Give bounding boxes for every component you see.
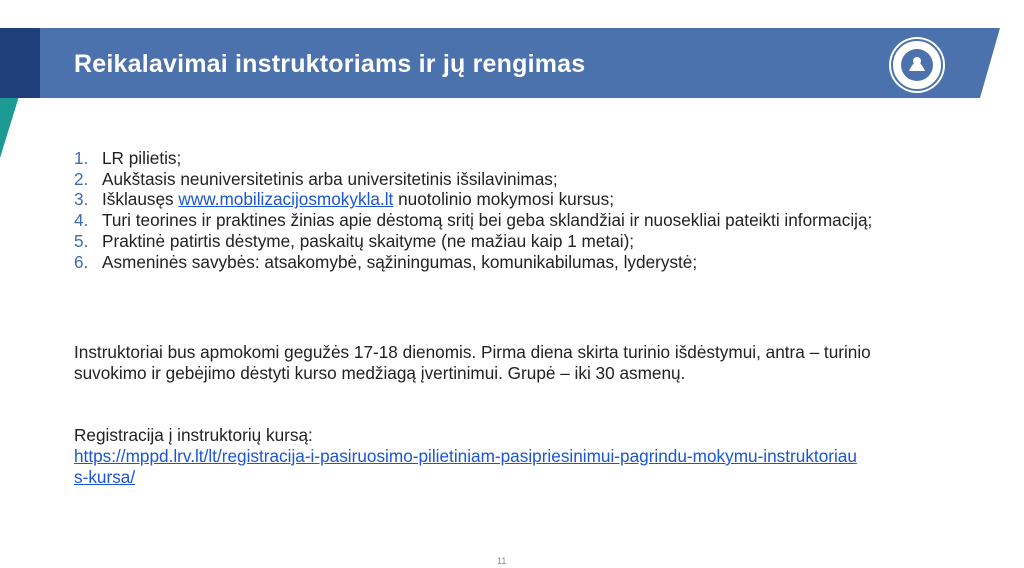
list-number: 5. [74, 230, 89, 251]
list-number: 1. [74, 148, 89, 168]
list-text-before: Išklausęs [102, 189, 179, 210]
list-text: Turi teorines ir praktines žinias apie dėstomą sritį bei geba sklandžiai ir nuosekliai pateikti informaciją; [102, 210, 873, 231]
list-number: 3. [74, 189, 89, 210]
registration-label: Registracija į instruktorių kursą: [74, 425, 313, 445]
list-number: 6. [74, 251, 89, 272]
list-number: 2. [74, 168, 89, 189]
list-number: 4. [74, 210, 89, 231]
list-item [74, 148, 894, 169]
list-text-after: nuotolinio mokymosi kursus; [393, 189, 614, 210]
list-item [74, 210, 894, 231]
mobilization-school-link[interactable]: www.mobilizacijosmokykla.lt [178, 189, 394, 210]
list-text [102, 189, 894, 210]
academy-seal-icon [887, 35, 947, 95]
list-text: Asmeninės savybės: atsakomybė, sąžiningumas, komunikabilumas, lyderystė; [102, 251, 698, 272]
training-info-paragraph: Instruktoriai bus apmokomi gegužės 17-18 dienomis. Pirma diena skirta turinio išdėstymui, antra – turinio suvokimo ir gebėjimo dėstyti kurso medžiagą įvertinimui. Grupė – iki 30 asmenų. [74, 342, 871, 383]
requirements-list [74, 148, 894, 272]
list-item [74, 169, 894, 190]
list-item [74, 189, 894, 210]
slide-title: Reikalavimai instruktoriams ir jų rengimas [74, 50, 586, 78]
list-item [74, 231, 894, 252]
registration-link[interactable]: https://mppd.lrv.lt/lt/registracija-i-pasiruosimo-pilietiniam-pasipriesinimui-pagrindu-mokymu-instruktoriaus-kursa/ [74, 446, 857, 487]
list-item [74, 252, 894, 273]
list-text: Praktinė patirtis dėstyme, paskaitų skaityme (ne mažiau kaip 1 metai); [102, 230, 635, 251]
list-text: Aukštasis neuniversitetinis arba universitetinis išsilavinimas; [102, 168, 558, 189]
page-number: 11 [497, 556, 507, 566]
registration-block [74, 425, 914, 488]
list-text: LR pilietis; [102, 148, 182, 168]
